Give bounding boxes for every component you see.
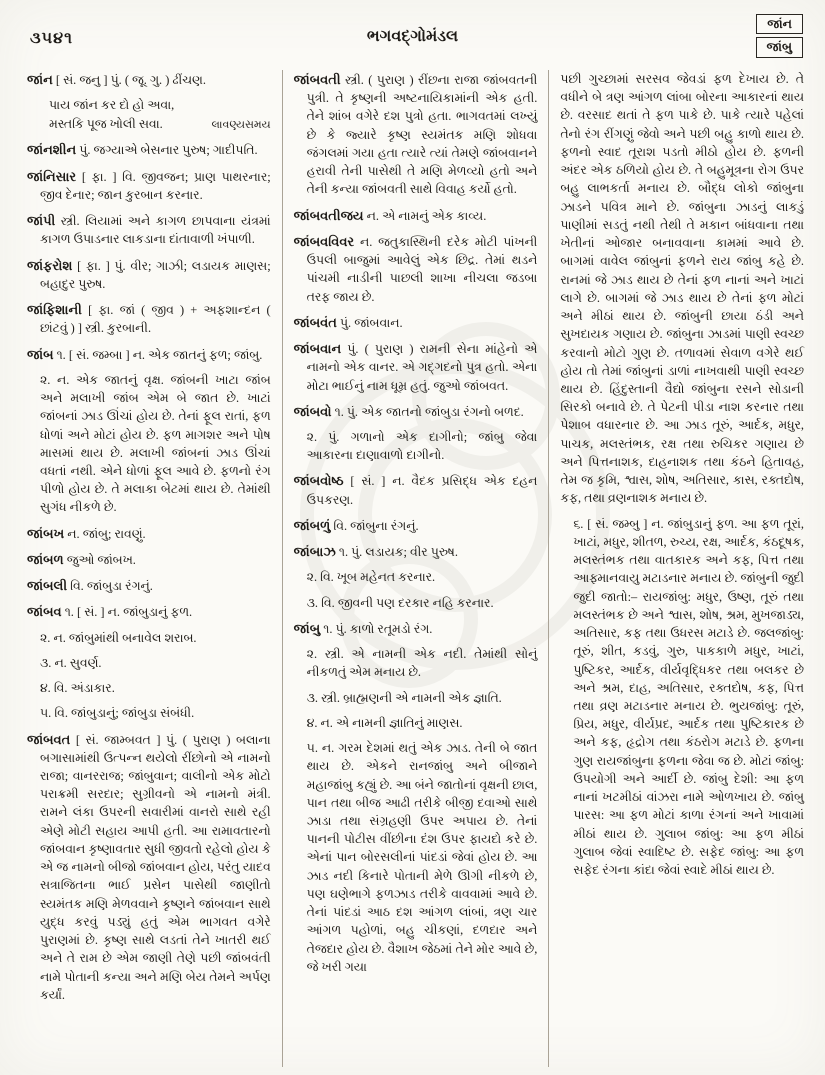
dictionary-entry: જાંબવતી સ્ત્રી. ( પુરાણ ) રીંછના રાજા જાંબવતની પુત્રી. તે કૃષ્ણની અષ્ટનાયિકામાંની એક હતી. તેને શાંબ વગેરે દશ પુત્રો હતા. ભાગવતમાં લખ્યું છે કે જ્યારે કૃષ્ણ સ્યમંતક મણિ શોધવા જંગલમાં ગયા હતા ત્યારે ત્યાં તેમણે જાંબવાનને હરાવી તેની પાસેથી તે મણિ મેળવ્યો હતો અને તેની કન્યા જાંબવતી સાથે વિવાહ કર્યો હતો. xyxy=(293,72,538,197)
headword: જાંબવોષ્ઠ xyxy=(293,473,344,489)
entry-sense: ૩. ન. સુવર્ણ. xyxy=(40,655,102,670)
verse-attribution: લાવણ્યસમય xyxy=(211,118,271,131)
dictionary-entry: જાંબવંત પું. જાંબવાન. xyxy=(293,314,403,330)
verse-line: પાય જાંન કર દો હો અવા, xyxy=(49,98,175,113)
dictionary-entry: જાંબવ ૧. [ સં. ] ન. જાંબુડાનું ફળ. xyxy=(27,604,193,620)
headword: જાંબવવિવર xyxy=(293,233,355,249)
page-header xyxy=(0,14,825,66)
dictionary-entry: જાંબ ૧. [ સં. જમ્બા ] ન. એક જાતનું ફળ; જાંબુ. xyxy=(27,346,263,362)
headword: જાંફરોશ xyxy=(27,257,73,273)
dictionary-entry: જાંન [ સં. જનુ ] પું. ( જૂ. ગુ. ) ઢીંચણ. xyxy=(27,72,206,87)
entry-sense: ૨. ન. જાંબુમાંથી બનાવેલ શરાબ. xyxy=(40,630,197,645)
entry-sense: ૨. ન. એક જાતનું વૃક્ષ. જાંબની ખાટા જાંબ અને મલાખી જાંબ એમ બે જાત છે. ખાટાં જાંબનાં ઝાડ ઊંચાં હોય છે. તેનાં ફૂલ રાતાં, ફળ ધોળાં અને મોટાં હોય છે. ફળ માગશર અને પોષ માસમાં થાય છે. મલાખી જાંબનાં ઝાડ ઊંચાં વધતાં નથી. એને ધોળાં ફૂલ આવે છે. ફળનો રંગ પીળો હોય છે. તે મલાકા બેટમાં થાય છે. તેમાંથી સુગંધ નીકળે છે. xyxy=(40,372,271,515)
headword: જાંનશીન xyxy=(27,142,77,158)
dictionary-entry: જાંફરોશ [ ફા. ] પું. વીર; ગાઝી; લડાયક માણસ; બહાદુર પુરુષ. xyxy=(27,257,271,291)
dictionary-entry: જાંબુ ૧. પું. કાળો રતૂમડો રંગ. xyxy=(293,620,433,636)
guide-words xyxy=(756,14,804,58)
headword: જાંબલી xyxy=(27,578,68,594)
entry-sense: ૨. સ્ત્રી. એ નામની એક નદી. તેમાંથી સોનું નીકળતું એમ મનાય છે. xyxy=(306,647,538,680)
entry-sense: ૫. વિ. જાંબુડાનું; જાંબુડા સંબંધી. xyxy=(40,706,195,721)
headword: જાંનિસાર xyxy=(27,168,77,184)
headword: જાંબુ xyxy=(293,620,321,636)
entry-sense: ૩. વિ. જીવની પણ દરકાર નહિ કરનાર. xyxy=(306,595,494,610)
dictionary-entry: જાંબાઝ ૧. પું. લડાયક; વીર પુરુષ. xyxy=(293,544,458,560)
headword: જાંબવત xyxy=(27,731,71,747)
column-2 xyxy=(282,70,549,1067)
dictionary-entry: જાંફિશાની [ ફા. જાં ( જીવ ) + અફશાન્દન ( છાંટવું ) ] સ્ત્રી. કુરબાની. xyxy=(27,302,271,336)
headword: જાંપી xyxy=(27,213,56,229)
entry-sense: ૬. [ સં. જમ્બુ ] ન. જાંબુડાનું ફળ. આ ફળ તૂરાં, ખાટાં, મધુર, શીતળ, રુચ્ય, રક્ષ, આર્દક, કંઠદૂષક, મલસ્તંભક તથા વાતકારક અને કફ, પિત્ત તથા આફ્માનવાયુ મટાડનાર મનાય છે. જાંબુની જુદી જુદી જાતો:– રાયજાંબુ: મધુર, ઉષ્ણ, તૂરું તથા મલસ્તંભક છે અને શ્વાસ, શોષ, શ્રમ, મુખજાડ્ય, અતિસાર, કફ તથા ઉધરસ મટાડે છે. જલજાંબુ: તૂરું, શીત, કડવું, ગુરુ, પાકકાળે મધુર, ખાટાં, પુષ્ટિકર, આર્દક, વીર્યવૃદ્ધિકર તથા બલકર છે અને શ્રમ, દાહ, અતિસાર, રક્તદોષ, કફ, પિત્ત તથા વ્રણ મટાડનાર મનાય છે. ભુયજાંબુ: તૂરું, પ્રિય, મધુર, વીર્યપ્રદ, આર્દક તથા પુષ્ટિકારક છે અને કફ, હૃદ્રોગ તથા કંઠરોગ મટાડે છે. ફળના ગુણ રાયજાંબુના ફળના જેવા જ છે. મોટાં જાંબુ: ઉપયોગી અને આર્દી છે. જાંબુ દેશી: આ ફળ નાનાં ખટમીઠાં વાંઝરા નામે ઓળખાય છે. જાંબુ પારસ: આ ફળ મોટાં કાળા રંગનાં અને ખાવામાં મીઠાં થાય છે. ગુલાબ જાંબુ: આ ફળ મીઠાં ગુલાબ જેવાં સ્વાદિષ્ટ છે. સફેદ જાંબુ: આ ફળ સફેદ રંગના કાંદા જેવાં સ્વાદે મીઠાં થાય છે. xyxy=(573,516,805,878)
entry-sense: ૩. સ્ત્રી. બ્રાહ્મણની એ નામની એક જ્ઞાતિ. xyxy=(306,690,502,705)
dictionary-entry: જાંબવવિવર ન. જતુકાસ્થિની દરેક મોટી પાંખની ઉપલી બાજુમાં આવેલું એક છિદ્ર. તેમાં થડને પાંચમી નાડીની પાછલી શાખા નીચલા જડબા તરફ જાય છે. xyxy=(293,233,538,304)
dictionary-entry: જાંબળ જુઓ જાંબખ. xyxy=(27,551,136,567)
verse-line xyxy=(49,115,271,134)
dictionary-entry: જાંબવતીજય ન. એ નામનું એક કાવ્ય. xyxy=(293,207,487,223)
headword: જાંબ xyxy=(27,346,54,362)
headword: જાંબળું xyxy=(293,517,331,533)
entry-continuation: પછી ગુચ્છામાં સરસવ જેવડાં ફળ દેખાય છે. તે વધીને બે ત્રણ આંગળ લાંબા બોરના આકારનાં થાય છે. વરસાદ થતાં તે ફળ પાકે છે. પાકે ત્યારે પહેલાં તેનો રંગ રીંગણું જેવો અને પછી બહુ કાળો થાય છે. ફળનો સ્વાદ તૂરાશ પડતો મીઠો હોય છે. ફળની અંદર એક ઠળિયો હોય છે. તે બહુમૂત્રના રોગ ઉપર બહુ લાભકર્તા મનાય છે. બૌદ્ધ લોકો જાંબુના ઝાડને પવિત્ર માને છે. જાંબુના ઝાડનું લાકડું પાણીમાં સડતું નથી તેથી તે મકાન બાંધવાના તથા ખેતીનાં ઓજાર બનાવવાના કામમાં આવે છે. બાગમાં વાવેલ જાંબુનાં ફળને રાય જાંબુ કહે છે. રાનમાં જે ઝાડ થાય છે તેનાં ફળ નાનાં અને ખાટાં લાગે છે. બાગમાં જે ઝાડ થાય છે તેનાં ફળ મોટાં અને મીઠાં થાય છે. જાંબુની છાયા ઠંડી અને સુખદાયક ગણાય છે. જાંબુના ઝાડમાં પાણી સ્વચ્છ કરવાનો મોટો ગુણ છે. તળાવમાં સેવાળ વગેરે થઈ હોય તો તેમાં જાંબુનાં ડાળાં નાખવાથી પાણી સ્વચ્છ થાય છે. હિંદુસ્તાની વૈદ્યો જાંબુના રસને સોડાની સિરકો બનાવે છે. તે પેટની પીડા નાશ કરનાર તથા પેશાબ વધારનાર છે. આ ઝાડ તૂરું, આર્દક, મધુર, પાચક, મલસ્તંભક, રક્ષ તથા રુચિકર ગણાય છે અને પિત્તનાશક, દાહનાશક તથા કંઠને હિતાવહ, તેમ જ કૃમિ, શ્વાસ, શોષ, અતિસાર, કાસ, રક્તદોષ, કફ, તથા વ્રણનાશક મનાય છે. xyxy=(560,72,805,506)
headword: જાંબવાન xyxy=(293,341,342,357)
dictionary-entry: જાંબવાન પું. ( પુરાણ ) રામની સેના માંહેનો એ નામનો એક વાનર. એ ગદ્ગદનો પુત્ર હતો. એના મોટા ભાઈનું નામ ધૂમ્ર હતું. જુઓ જાંબવત. xyxy=(293,341,538,393)
dictionary-entry: જાંનિસાર [ ફા. ] વિ. જીવજન; પ્રાણ પાથરનાર; જીવ દેનાર; જાન કુરબાન કરનાર. xyxy=(27,168,271,202)
headword: જાંબળ xyxy=(27,551,64,567)
dictionary-entry: જાંબખ ન. જાંબુ; રાવણું. xyxy=(27,525,146,541)
verse-quote xyxy=(49,96,271,133)
page-number: ૩૫૪૧ xyxy=(30,30,73,47)
guide-word-first: જાંન xyxy=(756,14,803,34)
headword: જાંફિશાની xyxy=(27,302,82,318)
dictionary-entry: જાંબળું વિ. જાંબુના રંગનું. xyxy=(293,517,419,533)
column-3 xyxy=(548,70,815,1067)
entry-sense: ૪. વિ. અંડાકાર. xyxy=(40,681,115,696)
column-1 xyxy=(16,70,282,1067)
entry-sense: ૨. વિ. ખૂબ મહેનત કરનાર. xyxy=(306,570,436,585)
guide-word-last: જાંબુ xyxy=(756,37,804,57)
entry-sense: ૨. પું. ગળાનો એક દાગીનો; જાંબુ જેવા આકારના દાણાવાળો દાગીનો. xyxy=(306,429,538,463)
dictionary-entry: જાંપી સ્ત્રી. લિયામાં અને કાગળ છાપવાના યંત્રમાં કાગળ ઉપાડનાર લાકડાના દાંતાવાળી ખંપાળી. xyxy=(27,213,271,247)
dictionary-entry: જાંબવત [ સં. જામ્બવત ] પું. ( પુરાણ ) બલાના બગાસામાંથી ઉત્પન્ન થયેલો રીંછોનો એ નામનો રાજા; વાનરરાજ; જાંબુવાન; વાલીનો એક મોટો પરાક્રમી સરદાર; સુગ્રીવનો એ નામનો મંત્રી. રામને લંકા ઉપરની સવારીમાં વાનરો સાથે રહી એણે મોટી સહાય આપી હતી. આ રામાવતારનો જાંબવાન કૃષ્ણાવતાર સુધી જીવતો રહેલો હોય કે એ જ નામનો બીજો જાંબવાન હોય, પરંતુ યાદવ સત્રાજિતના ભાઈ પ્રસેન પાસેથી જાણીતો સ્યમંતક મણિ મેળવવાને કૃષ્ણને જાંબવાન સાથે યુદ્ધ કરવું પડ્યું હતું એમ ભાગવત વગેરે પુરાણમાં છે. કૃષ્ણ સાથે લડતાં તેને ખાતરી થઈ અને તે રામ છે એમ જાણી તેણે પછી જાંબવંતી નામે પોતાની કન્યા અને મણિ બેય તેમને અર્પણ કર્યાં. xyxy=(27,731,271,1002)
headword: જાંબખ xyxy=(27,525,65,541)
verse-line-text: મસ્તકિ પૂજ ખોલી સવા. xyxy=(49,116,163,131)
dictionary-entry: જાંબલી વિ. જાંબુડા રંગનું. xyxy=(27,578,153,594)
headword: જાંબવ xyxy=(27,604,62,620)
dictionary-entry: જાંનશીન પું. જગ્યાએ બેસનાર પુરુષ; ગાદીપતિ. xyxy=(27,142,258,158)
headword: જાંબવંત xyxy=(293,314,337,330)
headword: જાંન xyxy=(27,72,53,87)
headword: જાંબવતીજય xyxy=(293,207,364,223)
entry-sense: ૪. ન. એ નામની જ્ઞાતિનું માણસ. xyxy=(306,715,463,730)
headword: જાંબવતી xyxy=(293,72,341,87)
headword: જાંબવો xyxy=(293,403,332,419)
dictionary-entry: જાંબવોષ્ઠ [ સં. ] ન. વૈદક પ્રસિદ્ધ એક દહન ઉપકરણ. xyxy=(293,473,538,507)
headword: જાંબાઝ xyxy=(293,544,336,560)
entry-sense: ૫. ન. ગરમ દેશમાં થતું એક ઝાડ. તેની બે જાત થાય છે. એકને રાનજાંબુ અને બીજાને મહાજાંબુ કહ્યું છે. આ બંને જાતોનાં વૃક્ષની છાલ, પાન તથા બીજ આઢી તરીકે બીજી દવાઓ સાથે ઝાડા તથા સંગ્રહણી ઉપર અપાય છે. તેનાં પાનની પોટીસ વીંછીના દંશ ઉપર ફાયદો કરે છે. એનાં પાન બોરસલીનાં પાંદડાં જેવાં હોય છે. આ ઝાડ નદી કિનારે પોતાની મેળે ઊગી નીકળે છે, પણ ઘણેભાગે ફળઝાડ તરીકે વાવવામાં આવે છે. તેનાં પાંદડાં આઠ દશ આંગળ લાંબાં, ત્રણ ચાર આંગળ પહોળાં, બહુ ચીકણાં, દળદાર અને તેજદાર હોય છે. વૈશાખ જેઠમાં તેને મોર આવે છે, જે ખરી ગયા xyxy=(306,741,538,974)
book-title: ભગવદ્ગોમંડલ xyxy=(366,28,459,45)
text-columns xyxy=(16,70,815,1067)
dictionary-entry: જાંબવો ૧. પું. એક જાતનો જાંબુડા રંગનો બળદ. xyxy=(293,403,524,419)
